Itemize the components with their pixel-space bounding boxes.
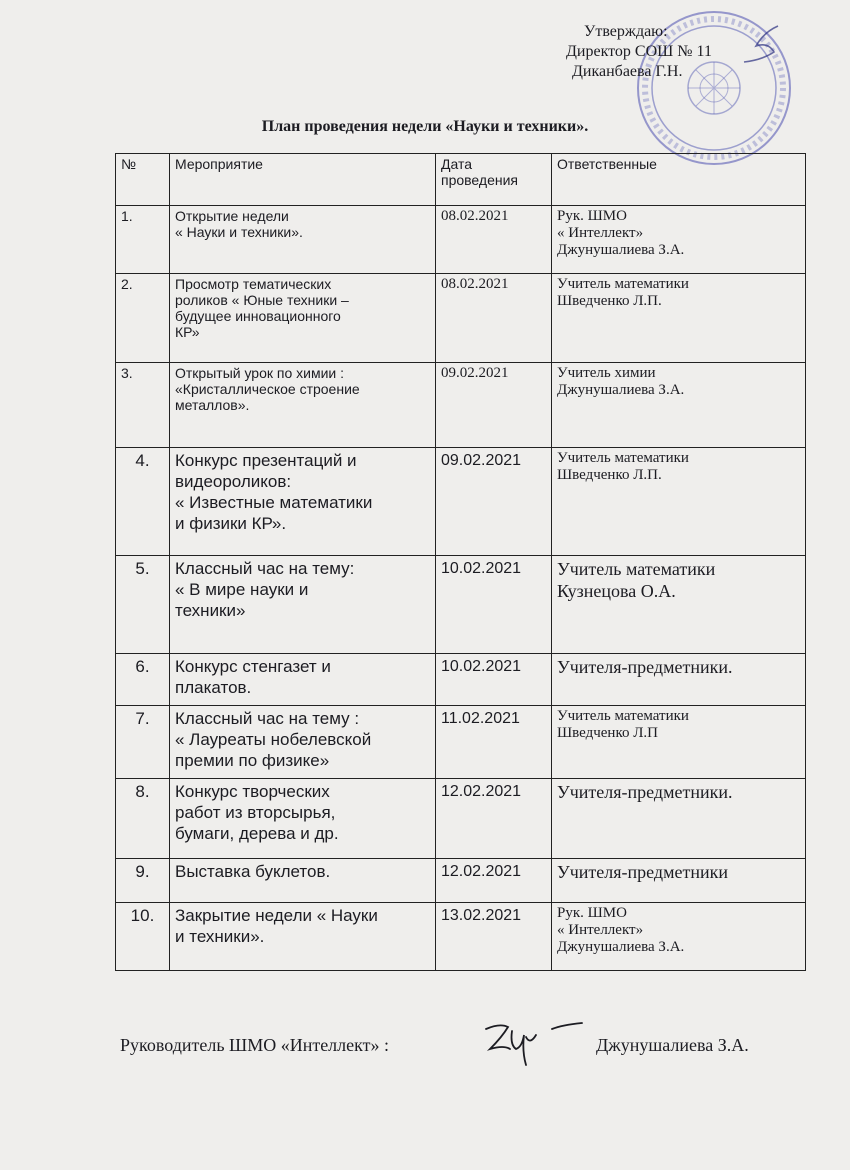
approval-director-name: Диканбаева Г.Н. <box>572 63 683 80</box>
approval-block <box>560 22 790 82</box>
header-date: Дата проведения <box>436 154 552 206</box>
table-row <box>116 654 806 706</box>
header-responsible: Ответственные <box>552 154 806 206</box>
handwritten-signature <box>478 1015 588 1075</box>
page-title: План проведения недели «Науки и техники». <box>261 118 589 135</box>
row-responsible: Учителя-предметники <box>552 859 806 903</box>
row-date: 10.02.2021 <box>436 556 552 654</box>
row-date: 08.02.2021 <box>436 274 552 363</box>
row-number: 7. <box>116 706 170 779</box>
row-number: 4. <box>116 448 170 556</box>
row-number: 9. <box>116 859 170 903</box>
table-row <box>116 448 806 556</box>
row-responsible: Учитель математики Шведченко Л.П <box>552 706 806 779</box>
row-date: 09.02.2021 <box>436 363 552 448</box>
row-event: Конкурс стенгазет и плакатов. <box>170 654 436 706</box>
row-number: 2. <box>116 274 170 363</box>
row-responsible: Учителя-предметники. <box>552 779 806 859</box>
footer-name: Джунушалиева З.А. <box>596 1035 749 1055</box>
row-event: Закрытие недели « Науки и техники». <box>170 903 436 971</box>
events-table <box>115 153 806 971</box>
row-event: Открытие недели « Науки и техники». <box>170 206 436 274</box>
row-responsible: Учитель математики Шведченко Л.П. <box>552 274 806 363</box>
table-row <box>116 779 806 859</box>
row-responsible: Учитель химии Джунушалиева З.А. <box>552 363 806 448</box>
row-event: Конкурс презентаций и видеороликов: « Известные математики и физики КР». <box>170 448 436 556</box>
row-date: 12.02.2021 <box>436 779 552 859</box>
row-number: 8. <box>116 779 170 859</box>
table-row <box>116 903 806 971</box>
row-number: 10. <box>116 903 170 971</box>
footer-label: Руководитель ШМО «Интеллект» : <box>120 1035 390 1055</box>
row-event: Конкурс творческих работ из вторсырья, бумаги, дерева и др. <box>170 779 436 859</box>
row-responsible: Учитель математики Шведченко Л.П. <box>552 448 806 556</box>
table-row <box>116 556 806 654</box>
row-date: 10.02.2021 <box>436 654 552 706</box>
row-number: 1. <box>116 206 170 274</box>
table-row <box>116 363 806 448</box>
row-responsible: Рук. ШМО « Интеллект» Джунушалиева З.А. <box>552 903 806 971</box>
row-number: 6. <box>116 654 170 706</box>
table-row <box>116 274 806 363</box>
header-event: Мероприятие <box>170 154 436 206</box>
row-event: Выставка буклетов. <box>170 859 436 903</box>
row-event: Классный час на тему : « Лауреаты нобелевской премии по физике» <box>170 706 436 779</box>
row-event: Просмотр тематических роликов « Юные техники – будущее инновационного КР» <box>170 274 436 363</box>
approval-position: Директор СОШ № 11 <box>566 43 712 60</box>
row-date: 13.02.2021 <box>436 903 552 971</box>
row-event: Открытый урок по химии : «Кристаллическое строение металлов». <box>170 363 436 448</box>
row-responsible: Учителя-предметники. <box>552 654 806 706</box>
row-date: 11.02.2021 <box>436 706 552 779</box>
table-header-row <box>116 154 806 206</box>
row-date: 09.02.2021 <box>436 448 552 556</box>
row-event: Классный час на тему: « В мире науки и техники» <box>170 556 436 654</box>
table-row <box>116 206 806 274</box>
row-number: 3. <box>116 363 170 448</box>
table-row <box>116 706 806 779</box>
header-number: № <box>116 154 170 206</box>
row-date: 12.02.2021 <box>436 859 552 903</box>
row-responsible: Рук. ШМО « Интеллект» Джунушалиева З.А. <box>552 206 806 274</box>
row-number: 5. <box>116 556 170 654</box>
row-date: 08.02.2021 <box>436 206 552 274</box>
table-row <box>116 859 806 903</box>
row-responsible: Учитель математики Кузнецова О.А. <box>552 556 806 654</box>
approval-heading: Утверждаю: <box>584 23 668 40</box>
